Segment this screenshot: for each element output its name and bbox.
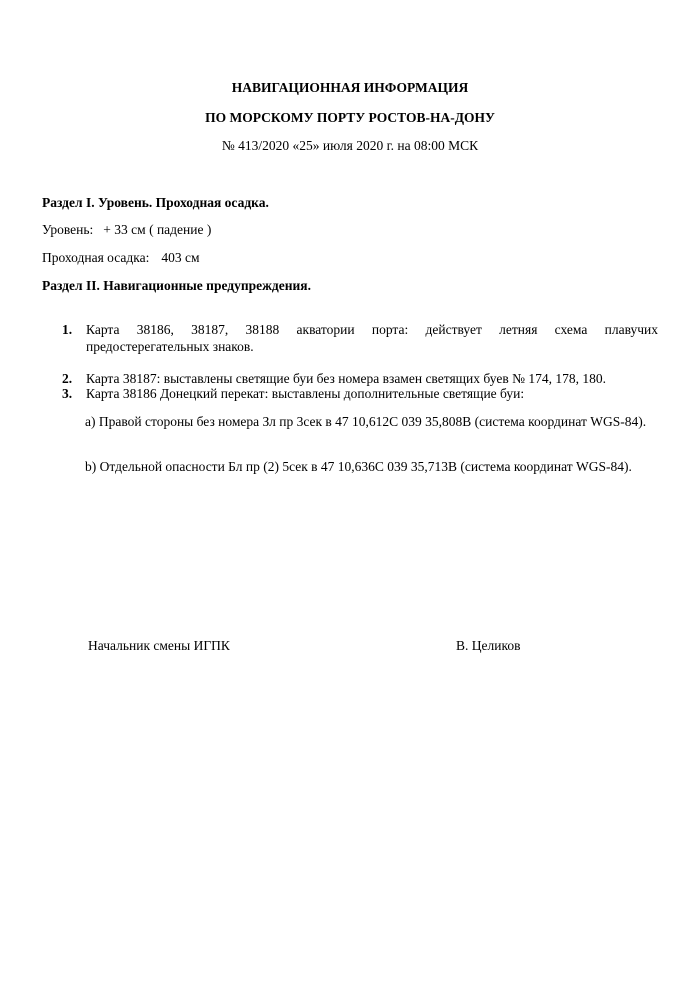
warning-item-text: Карта 38187: выставлены светящие буи без номера взамен светящих буев № 174, 178, 180.: [86, 371, 606, 386]
draft-value: 403 см: [161, 250, 200, 265]
buoy-subitem-a: а) Правой стороны без номера Зл пр 3сек в 47 10,612С 039 35,808В (система координат WGS-84).: [85, 414, 647, 429]
warning-item-number: 1.: [62, 322, 73, 337]
warning-item-1: [62, 321, 658, 355]
document-title-line2: ПО МОРСКОМУ ПОРТУ РОСТОВ-НА-ДОНУ: [205, 110, 495, 125]
signature-name: В. Целиков: [456, 638, 521, 653]
warning-item-number: 2.: [62, 371, 73, 386]
document-number-date: № 413/2020 «25» июля 2020 г. на 08:00 МСК: [221, 138, 479, 153]
signature-position: Начальник смены ИГПК: [88, 638, 230, 653]
document-title-line1: НАВИГАЦИОННАЯ ИНФОРМАЦИЯ: [231, 80, 469, 95]
warning-item-3: [62, 385, 658, 402]
draft-line: [42, 250, 200, 266]
section2-heading: Раздел II. Навигационные предупреждения.: [42, 278, 311, 293]
warning-item-text: Карта 38186, 38187, 38188 акватории порта: действует летняя схема плавучих предостерегательных знаков.: [86, 322, 658, 354]
buoy-subitem-b: b) Отдельной опасности Бл пр (2) 5сек в 47 10,636С 039 35,713В (система координат WGS-84).: [85, 459, 632, 474]
level-value: + 33 см ( падение ): [103, 222, 212, 237]
level-line: [42, 222, 211, 238]
section1-heading: Раздел I. Уровень. Проходная осадка.: [42, 195, 269, 210]
level-label: Уровень:: [42, 222, 94, 237]
warning-item-text: Карта 38186 Донецкий перекат: выставлены дополнительные светящие буи:: [86, 386, 525, 401]
draft-label: Проходная осадка:: [42, 250, 150, 265]
warning-item-number: 3.: [62, 386, 73, 401]
